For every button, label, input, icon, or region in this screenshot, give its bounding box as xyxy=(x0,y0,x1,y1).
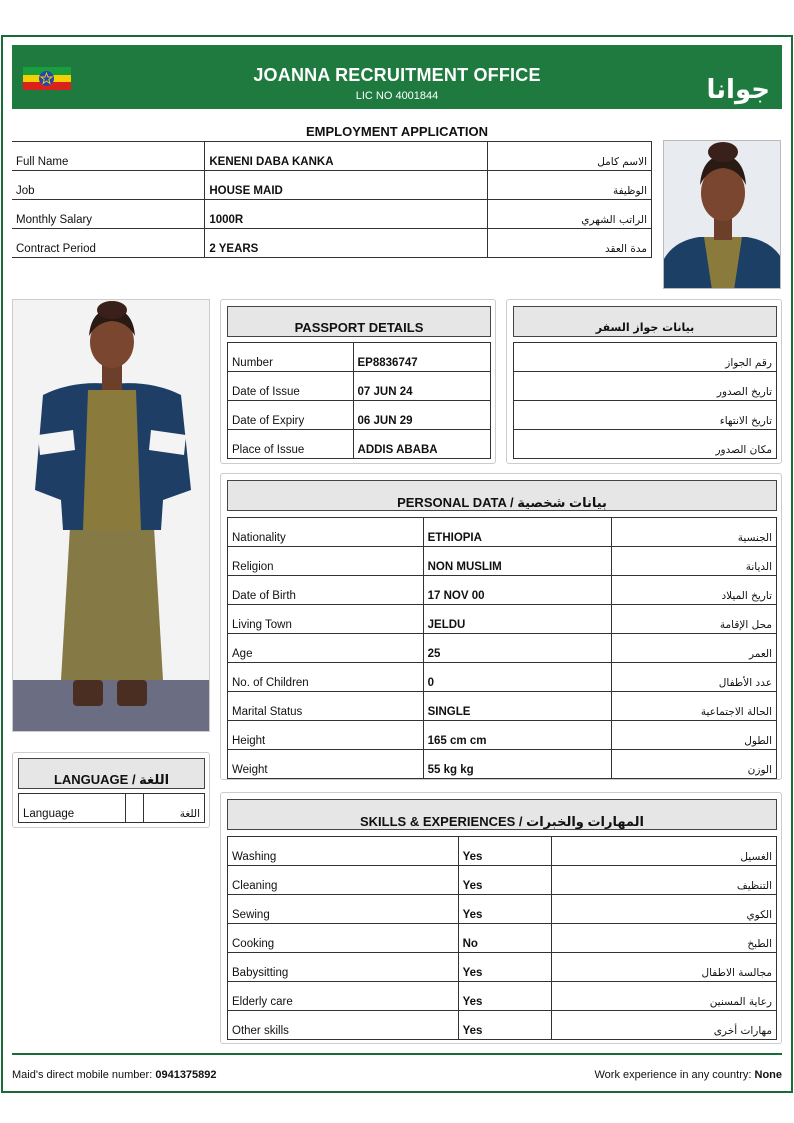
issue-date-label: Date of Issue xyxy=(228,372,354,401)
table-row xyxy=(12,142,652,171)
age-value: 25 xyxy=(423,634,612,663)
full-name-arabic: الاسم كامل xyxy=(488,142,652,171)
contract-value: 2 YEARS xyxy=(205,229,488,258)
table-row xyxy=(228,401,491,430)
cooking-arabic: الطبخ xyxy=(552,924,777,953)
weight-value: 55 kg kg xyxy=(423,750,612,779)
table-row xyxy=(228,895,777,924)
table-row xyxy=(228,924,777,953)
table-row xyxy=(228,1011,777,1040)
table-row xyxy=(514,401,777,430)
passport-panel xyxy=(220,299,496,464)
passport-arabic-table xyxy=(513,342,777,459)
cleaning-value: Yes xyxy=(458,866,552,895)
marital-status-value: SINGLE xyxy=(423,692,612,721)
table-row xyxy=(228,692,777,721)
main-info-table xyxy=(12,141,652,258)
full-name-value: KENENI DABA KANKA xyxy=(205,142,488,171)
table-row xyxy=(228,663,777,692)
weight-label: Weight xyxy=(228,750,424,779)
table-row xyxy=(228,982,777,1011)
height-value: 165 cm cm xyxy=(423,721,612,750)
table-row xyxy=(228,750,777,779)
table-row xyxy=(228,953,777,982)
contract-arabic: مدة العقد xyxy=(488,229,652,258)
salary-arabic: الراتب الشهري xyxy=(488,200,652,229)
nationality-value: ETHIOPIA xyxy=(423,518,612,547)
table-row xyxy=(228,576,777,605)
passport-number-arabic: رقم الجواز xyxy=(514,343,777,372)
personal-data-panel xyxy=(220,473,782,780)
passport-arabic-title: بيانات جواز السفر xyxy=(513,306,777,337)
sewing-label: Sewing xyxy=(228,895,459,924)
other-skills-arabic: مهارات أخرى xyxy=(552,1011,777,1040)
living-town-label: Living Town xyxy=(228,605,424,634)
table-row xyxy=(514,343,777,372)
language-title: LANGUAGE / اللغة xyxy=(18,758,205,789)
table-row xyxy=(228,372,491,401)
skills-title: SKILLS & EXPERIENCES / المهارات والخبرات xyxy=(227,799,777,830)
table-row xyxy=(19,794,205,823)
language-table xyxy=(18,793,205,823)
issue-date-arabic: تاريخ الصدور xyxy=(514,372,777,401)
table-row xyxy=(12,229,652,258)
weight-arabic: الوزن xyxy=(612,750,777,779)
full-body-photo xyxy=(12,299,210,732)
passport-title: PASSPORT DETAILS xyxy=(227,306,491,337)
age-arabic: العمر xyxy=(612,634,777,663)
table-row xyxy=(228,343,491,372)
passport-number-value: EP8836747 xyxy=(353,343,490,372)
passport-arabic-panel xyxy=(506,299,782,464)
job-value: HOUSE MAID xyxy=(205,171,488,200)
header-banner xyxy=(12,45,782,109)
birth-date-value: 17 NOV 00 xyxy=(423,576,612,605)
passport-number-label: Number xyxy=(228,343,354,372)
marital-status-label: Marital Status xyxy=(228,692,424,721)
babysitting-value: Yes xyxy=(458,953,552,982)
table-row xyxy=(228,837,777,866)
table-row xyxy=(228,430,491,459)
age-label: Age xyxy=(228,634,424,663)
marital-status-arabic: الحالة الاجتماعية xyxy=(612,692,777,721)
issue-place-arabic: مكان الصدور xyxy=(514,430,777,459)
nationality-label: Nationality xyxy=(228,518,424,547)
table-row xyxy=(514,430,777,459)
footer-divider xyxy=(12,1053,782,1055)
religion-value: NON MUSLIM xyxy=(423,547,612,576)
contract-label: Contract Period xyxy=(12,229,205,258)
washing-arabic: الغسيل xyxy=(552,837,777,866)
salary-value: 1000R xyxy=(205,200,488,229)
application-title: EMPLOYMENT APPLICATION xyxy=(306,124,488,139)
experience-label: Work experience in any country: xyxy=(594,1069,752,1081)
full-name-label: Full Name xyxy=(12,142,205,171)
children-arabic: عدد الأطفال xyxy=(612,663,777,692)
table-row xyxy=(12,171,652,200)
issue-date-value: 07 JUN 24 xyxy=(353,372,490,401)
issue-place-label: Place of Issue xyxy=(228,430,354,459)
language-arabic: اللغة xyxy=(144,794,205,823)
babysitting-label: Babysitting xyxy=(228,953,459,982)
salary-label: Monthly Salary xyxy=(12,200,205,229)
office-name-arabic: جوانا xyxy=(706,75,770,105)
religion-label: Religion xyxy=(228,547,424,576)
expiry-date-arabic: تاريخ الانتهاء xyxy=(514,401,777,430)
table-row xyxy=(228,866,777,895)
birth-date-label: Date of Birth xyxy=(228,576,424,605)
religion-arabic: الديانة xyxy=(612,547,777,576)
experience-value: None xyxy=(754,1069,782,1081)
elderly-care-arabic: رعاية المسنين xyxy=(552,982,777,1011)
expiry-date-value: 06 JUN 29 xyxy=(353,401,490,430)
expiry-date-label: Date of Expiry xyxy=(228,401,354,430)
work-experience xyxy=(595,1069,783,1081)
table-row xyxy=(228,721,777,750)
elderly-care-value: Yes xyxy=(458,982,552,1011)
elderly-care-label: Elderly care xyxy=(228,982,459,1011)
table-row xyxy=(228,605,777,634)
mobile-value: 0941375892 xyxy=(155,1069,217,1081)
cooking-label: Cooking xyxy=(228,924,459,953)
skills-panel xyxy=(220,792,782,1044)
language-label: Language xyxy=(19,794,126,823)
cooking-value: No xyxy=(458,924,552,953)
washing-value: Yes xyxy=(458,837,552,866)
personal-data-title: PERSONAL DATA / بيانات شخصية xyxy=(227,480,777,511)
skills-table xyxy=(227,836,777,1040)
issue-place-value: ADDIS ABABA xyxy=(353,430,490,459)
mobile-number xyxy=(12,1069,217,1081)
nationality-arabic: الجنسية xyxy=(612,518,777,547)
babysitting-arabic: مجالسة الاطفال xyxy=(552,953,777,982)
other-skills-label: Other skills xyxy=(228,1011,459,1040)
other-skills-value: Yes xyxy=(458,1011,552,1040)
sewing-value: Yes xyxy=(458,895,552,924)
passport-table xyxy=(227,342,491,459)
table-row xyxy=(228,634,777,663)
office-name: JOANNA RECRUITMENT OFFICE xyxy=(253,65,541,85)
table-row xyxy=(228,547,777,576)
children-label: No. of Children xyxy=(228,663,424,692)
table-row xyxy=(228,518,777,547)
mobile-label: Maid's direct mobile number: xyxy=(12,1069,153,1081)
birth-date-arabic: تاريخ الميلاد xyxy=(612,576,777,605)
cleaning-label: Cleaning xyxy=(228,866,459,895)
portrait-photo xyxy=(663,140,781,289)
license-number: LIC NO 4001844 xyxy=(355,90,439,102)
height-arabic: الطول xyxy=(612,721,777,750)
cleaning-arabic: التنظيف xyxy=(552,866,777,895)
living-town-value: JELDU xyxy=(423,605,612,634)
children-value: 0 xyxy=(423,663,612,692)
job-arabic: الوظيفة xyxy=(488,171,652,200)
washing-label: Washing xyxy=(228,837,459,866)
table-row xyxy=(514,372,777,401)
table-row xyxy=(12,200,652,229)
sewing-arabic: الكوي xyxy=(552,895,777,924)
language-panel xyxy=(12,752,210,828)
job-label: Job xyxy=(12,171,205,200)
living-town-arabic: محل الإقامة xyxy=(612,605,777,634)
personal-data-table xyxy=(227,517,777,779)
height-label: Height xyxy=(228,721,424,750)
language-value xyxy=(126,794,144,823)
